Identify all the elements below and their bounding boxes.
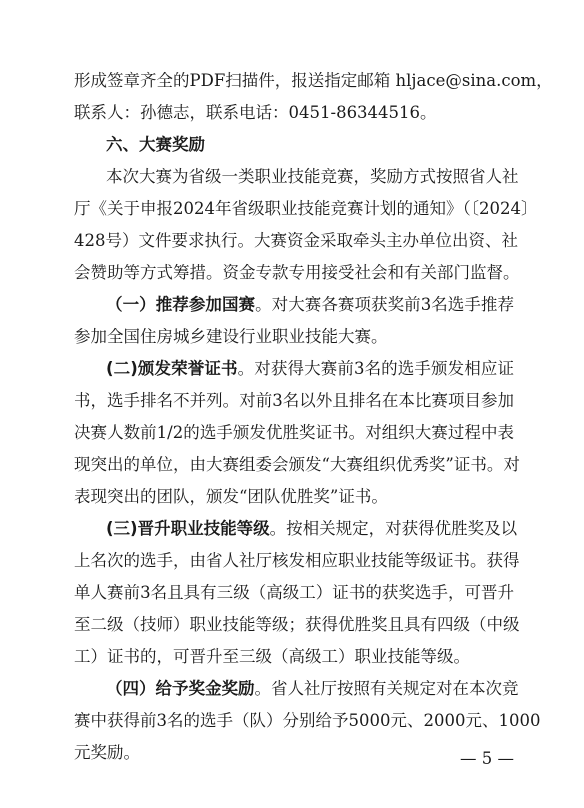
p3-line-5: 表现突出的团队，颁发“团队优胜奖”证书。 — [74, 487, 388, 506]
page-number: — 5 — — [460, 749, 514, 768]
p1-line-1: 本次大赛为省级一类职业技能竞赛，奖励方式按照省人社 — [106, 167, 519, 186]
p4-line-4: 至二级（技师）职业技能等级；获得优胜奖且具有四级（中级 — [74, 615, 520, 634]
p4-lead: (三)晋升职业技能等级 — [106, 519, 270, 538]
p4-line-1 — [106, 518, 518, 540]
p5-line-1 — [106, 678, 519, 700]
p3-line-4: 现突出的单位，由大赛组委会颁发“大赛组织优秀奖”证书。对 — [74, 455, 520, 474]
p4-line-1-text: 。按相关规定，对获得优胜奖及以 — [269, 519, 518, 538]
p4-line-2: 上名次的选手，由省人社厅核发相应职业技能等级证书。获得 — [74, 551, 520, 570]
intro-line-1: 形成签章齐全的PDF扫描件，报送指定邮箱 hljace@sina.com， — [74, 71, 553, 90]
p3-line-3: 决赛人数前1/2的选手颁发优胜奖证书。对组织大赛过程中表 — [74, 423, 514, 442]
p2-lead: （一）推荐参加国赛 — [106, 295, 256, 314]
p4-line-3: 单人赛前3名且具有三级（高级工）证书的获奖选手，可晋升 — [74, 583, 514, 602]
p5-line-1-text: 。省人社厅按照有关规定对在本次竞 — [254, 679, 519, 698]
p3-line-2: 书，选手排名不并列。对前3名以外且排名在本比赛项目参加 — [74, 391, 514, 410]
section-title: 六、大赛奖励 — [106, 135, 205, 154]
p1-line-4: 会赞助等方式筹措。资金专款专用接受社会和有关部门监督。 — [74, 263, 520, 282]
p3-lead: (二)颁发荣誉证书 — [106, 359, 238, 378]
p2-line-2: 参加全国住房城乡建设行业职业技能大赛。 — [74, 327, 388, 346]
p4-line-5: 工）证书的，可晋升至三级（高级工）职业技能等级。 — [74, 647, 470, 666]
p5-lead: （四）给予奖金奖励 — [106, 679, 255, 698]
p3-line-1-text: 。对获得大赛前3名的选手颁发相应证 — [237, 359, 514, 378]
intro-line-2: 联系人：孙德志，联系电话：0451-86344516。 — [74, 103, 437, 122]
p1-line-3: 428号）文件要求执行。大赛资金采取牵头主办单位出资、社 — [74, 231, 518, 250]
p2-line-1-text: 。对大赛各赛项获奖前3名选手推荐 — [255, 295, 514, 314]
p5-line-2: 赛中获得前3名的选手（队）分别给予5000元、2000元、1000 — [74, 711, 541, 730]
p2-line-1 — [106, 294, 514, 316]
p5-line-3: 元奖励。 — [74, 743, 140, 762]
p3-line-1 — [106, 358, 514, 380]
p1-line-2: 厅《关于申报2024年省级职业技能竞赛计划的通知》（〔2024〕 — [74, 199, 538, 218]
